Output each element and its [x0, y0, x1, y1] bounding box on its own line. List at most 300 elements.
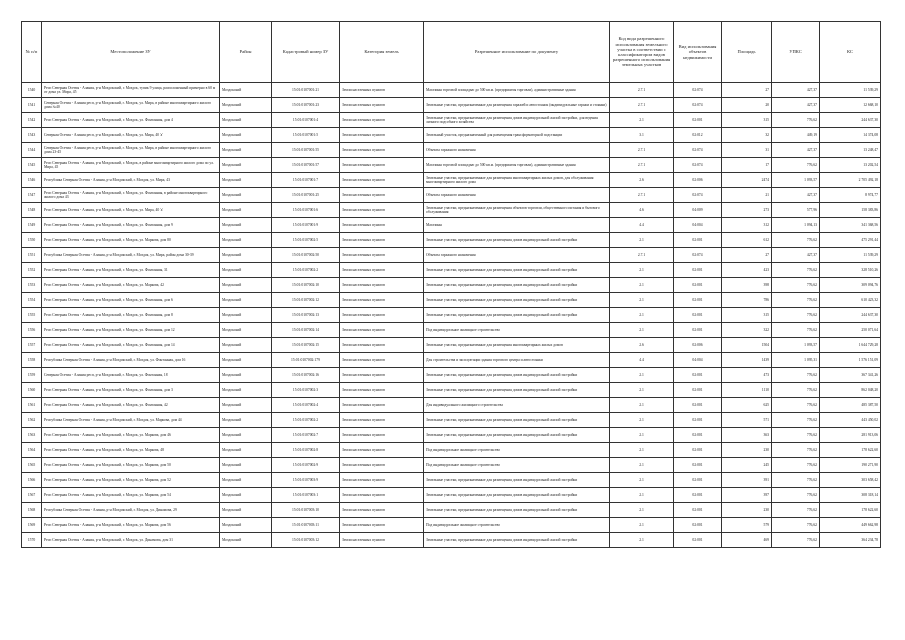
row-ks: 13 248,47: [820, 143, 881, 158]
row-use-kind: 02:001: [674, 323, 722, 338]
row-area: 315: [722, 308, 772, 323]
row-upks: 776,62: [772, 473, 820, 488]
row-use-kind: 02:001: [674, 428, 722, 443]
row-permitted-use: Магазины: [424, 218, 610, 233]
row-location: Северная Осетия - Алания респ, р-н Моздокский, г. Моздок, ул. Мира, в районе многоквартирного жилого дома №40: [42, 98, 220, 113]
row-area: 17: [722, 158, 772, 173]
row-use-kind: 02:001: [674, 458, 722, 473]
row-location: Северная Осетия - Алания респ, р-н Моздокский, г. Моздок, ул. Фонтанная, 18: [42, 368, 220, 383]
row-land-category: Земли населенных пунктов: [340, 293, 424, 308]
row-upks: 776,62: [772, 428, 820, 443]
table-row: [22, 533, 881, 548]
row-location: Респ Северная Осетия - Алания, р-н Моздокский, г. Моздок, в районе многоквартирного жилого дома по ул. Мира, 45: [42, 158, 220, 173]
row-location: Респ Северная Осетия - Алания, р-н Моздокский, г. Моздок, ул. Фонтанная, в районе многоквартирного жилого дома 43: [42, 188, 220, 203]
row-area: 398: [722, 278, 772, 293]
row-number: 1567: [22, 488, 42, 503]
row-land-category: Земли населенных пунктов: [340, 518, 424, 533]
row-location: Респ Северная Осетия - Алания, р-н Моздокский, г. Моздок, ул. Маркова, 48: [42, 443, 220, 458]
row-ks: 190 271,90: [820, 458, 881, 473]
row-cadastral-number: 15:01:0107002:12: [272, 293, 340, 308]
row-use-kind: 02:001: [674, 278, 722, 293]
row-district: Моздокский: [220, 473, 272, 488]
row-cadastral-number: 15:01:0107003:12: [272, 533, 340, 548]
row-cadastral-number: 15:01:0107002:13: [272, 308, 340, 323]
table-body: [22, 83, 881, 548]
row-number: 1570: [22, 533, 42, 548]
row-number: 1569: [22, 518, 42, 533]
table-row: [22, 308, 881, 323]
row-district: Моздокский: [220, 323, 272, 338]
row-use-kind: 02:012: [674, 128, 722, 143]
row-permitted-use: Земельные участки, предназначенные для размещения многоквартирных жилых домов, для обслуживания многоквартирного жилого дома: [424, 173, 610, 188]
row-use-kind: 04:004: [674, 218, 722, 233]
row-use-kind: 02:006: [674, 173, 722, 188]
row-ks: 1 644 729,28: [820, 338, 881, 353]
row-use-kind: 02:006: [674, 338, 722, 353]
row-area: 27: [722, 83, 772, 98]
row-district: Моздокский: [220, 188, 272, 203]
row-permitted-use: Для строительства и эксплуатации здания торгового центра и автостоянки: [424, 353, 610, 368]
table-row: [22, 158, 881, 173]
header-use-code: Код вида разрешенного использования земельного участка в соответствии с классификатором видов разрешенного использования земельных участков: [610, 22, 674, 83]
row-permitted-use: Земельные участки, предназначенные для размещения домов индивидуальной жилой застройки, для ведения личного подсобного хозяйства: [424, 113, 610, 128]
row-area: 273: [722, 203, 772, 218]
row-land-category: Земли населенных пунктов: [340, 428, 424, 443]
row-permitted-use: Земельные участки, предназначенные для размещения домов индивидуальной жилой застройки: [424, 473, 610, 488]
row-permitted-use: Объекты гаражного назначения: [424, 248, 610, 263]
row-use-code: 2.1: [610, 518, 674, 533]
row-ks: 475 291,44: [820, 233, 881, 248]
row-upks: 776,62: [772, 113, 820, 128]
row-land-category: Земли населенных пунктов: [340, 383, 424, 398]
row-land-category: Земли населенных пунктов: [340, 473, 424, 488]
row-permitted-use: Земельные участки, предназначенные для размещения домов индивидуальной жилой застройки: [424, 233, 610, 248]
row-district: Моздокский: [220, 503, 272, 518]
table-row: [22, 293, 881, 308]
table-row: [22, 368, 881, 383]
row-cadastral-number: 15:01:0107002:7: [272, 428, 340, 443]
row-area: 312: [722, 218, 772, 233]
row-permitted-use: Объекты гаражного назначения: [424, 188, 610, 203]
row-land-category: Земли населенных пунктов: [340, 503, 424, 518]
row-number: 1541: [22, 98, 42, 113]
row-upks: 776,62: [772, 503, 820, 518]
row-use-code: 2.7.1: [610, 143, 674, 158]
row-upks: 776,62: [772, 158, 820, 173]
row-use-code: 2.1: [610, 503, 674, 518]
row-location: Респ Северная Осетия - Алания, р-н Моздокский, г. Моздок, ул. Динамова, дом 31: [42, 533, 220, 548]
row-area: 397: [722, 488, 772, 503]
row-ks: 610 423,32: [820, 293, 881, 308]
row-permitted-use: Земельные участки, предназначенные для размещения домов индивидуальной жилой застройки: [424, 263, 610, 278]
row-permitted-use: Под индивидуальное жилищное строительство: [424, 458, 610, 473]
row-use-kind: 02:001: [674, 413, 722, 428]
row-location: Респ Северная Осетия - Алания, р-н Моздокский, г. Моздок, ул. Маркова, 42: [42, 278, 220, 293]
row-land-category: Земли населенных пунктов: [340, 368, 424, 383]
row-location: Республика Северная Осетия - Алания, р-н Моздокский, г. Моздок, ул. Мира, 43: [42, 173, 220, 188]
header-district: Район: [220, 22, 272, 83]
row-use-code: 2.1: [610, 443, 674, 458]
row-use-kind: 02:001: [674, 113, 722, 128]
row-upks: 776,62: [772, 233, 820, 248]
row-permitted-use: Магазины торговой площадью до 500 кв.м. (предприятия торговли), административные здания: [424, 83, 610, 98]
row-district: Моздокский: [220, 218, 272, 233]
row-cadastral-number: 15:01:0107001:57: [272, 158, 340, 173]
row-district: Моздокский: [220, 308, 272, 323]
table-row: [22, 503, 881, 518]
row-use-code: 2.7.1: [610, 188, 674, 203]
row-upks: 776,62: [772, 398, 820, 413]
row-upks: 1 095,31: [772, 353, 820, 368]
row-upks: 776,62: [772, 278, 820, 293]
row-location: Респ Северная Осетия - Алания, р-н Моздокский, г. Моздок, ул. Фонтанная, дом 4: [42, 113, 220, 128]
row-upks: 776,62: [772, 323, 820, 338]
table-row: [22, 458, 881, 473]
row-permitted-use: Земельные участки, предназначенные для размещения домов индивидуальной жилой застройки: [424, 428, 610, 443]
row-area: 473: [722, 368, 772, 383]
row-district: Моздокский: [220, 143, 272, 158]
row-number: 1559: [22, 368, 42, 383]
row-district: Моздокский: [220, 263, 272, 278]
row-cadastral-number: 15:01:0107002:4: [272, 398, 340, 413]
row-district: Моздокский: [220, 293, 272, 308]
row-cadastral-number: 15:01:0107003:9: [272, 473, 340, 488]
row-number: 1561: [22, 398, 42, 413]
row-permitted-use: Для индивидуального жилищного строительства: [424, 398, 610, 413]
row-number: 1544: [22, 143, 42, 158]
table-row: [22, 473, 881, 488]
row-number: 1546: [22, 173, 42, 188]
row-use-code: 2.6: [610, 173, 674, 188]
row-upks: 776,62: [772, 293, 820, 308]
row-permitted-use: Земельные участки, предназначенные для размещения гаражей и автостоянок (индивидуальные гаражи и стоянки): [424, 98, 610, 113]
row-district: Моздокский: [220, 203, 272, 218]
table-row: [22, 263, 881, 278]
row-upks: 449,19: [772, 128, 820, 143]
row-area: 21: [722, 188, 772, 203]
row-area: 32: [722, 128, 772, 143]
row-use-kind: 02:001: [674, 503, 722, 518]
table-row: [22, 233, 881, 248]
row-number: 1556: [22, 323, 42, 338]
row-upks: 577,96: [772, 203, 820, 218]
row-area: 27: [722, 248, 772, 263]
row-number: 1566: [22, 473, 42, 488]
row-land-category: Земли населенных пунктов: [340, 188, 424, 203]
row-district: Моздокский: [220, 353, 272, 368]
row-use-kind: 02:001: [674, 473, 722, 488]
table-row: [22, 128, 881, 143]
header-number: № п/п: [22, 22, 42, 83]
row-location: Респ Северная Осетия - Алания, р-н Моздокский, г. Моздок, ул. Маркова, дом 56: [42, 518, 220, 533]
row-number: 1554: [22, 293, 42, 308]
row-use-kind: 02:001: [674, 398, 722, 413]
row-use-kind: 02:001: [674, 488, 722, 503]
table-row: [22, 428, 881, 443]
row-number: 1549: [22, 218, 42, 233]
table-row: [22, 383, 881, 398]
row-upks: 776,62: [772, 533, 820, 548]
row-permitted-use: Магазины торговой площадью до 500 кв.м. (предприятия торговли), административные здания: [424, 158, 610, 173]
row-location: Респ Северная Осетия - Алания, р-н Моздокский, г. Моздок, ул. Фонтанная, дом 14: [42, 338, 220, 353]
table-row: [22, 353, 881, 368]
row-use-kind: 04:004: [674, 353, 722, 368]
row-ks: 250 071,64: [820, 323, 881, 338]
row-upks: 427,37: [772, 83, 820, 98]
row-ks: 367 341,26: [820, 368, 881, 383]
table-row: [22, 188, 881, 203]
row-land-category: Земли населенных пунктов: [340, 113, 424, 128]
row-area: 230: [722, 503, 772, 518]
row-district: Моздокский: [220, 98, 272, 113]
row-ks: 2 705 492,18: [820, 173, 881, 188]
row-area: 612: [722, 233, 772, 248]
row-land-category: Земли населенных пунктов: [340, 143, 424, 158]
row-number: 1540: [22, 83, 42, 98]
row-district: Моздокский: [220, 158, 272, 173]
row-location: Респ Северная Осетия - Алания, р-н Моздокский, г. Моздок, ул. Маркова, дом 54: [42, 488, 220, 503]
row-upks: 776,62: [772, 263, 820, 278]
row-use-kind: 02:074: [674, 98, 722, 113]
row-ks: 178 622,60: [820, 503, 881, 518]
row-cadastral-number: 15:01:0107001:6: [272, 203, 340, 218]
row-land-category: Земли населенных пунктов: [340, 398, 424, 413]
row-district: Моздокский: [220, 398, 272, 413]
row-use-code: 2.7.1: [610, 83, 674, 98]
row-number: 1558: [22, 353, 42, 368]
row-number: 1565: [22, 458, 42, 473]
row-number: 1563: [22, 428, 42, 443]
row-area: 571: [722, 413, 772, 428]
row-cadastral-number: 15:01:0107003:1: [272, 488, 340, 503]
row-use-kind: 02:001: [674, 518, 722, 533]
row-ks: 8 974,77: [820, 188, 881, 203]
row-land-category: Земли населенных пунктов: [340, 263, 424, 278]
table-row: [22, 218, 881, 233]
row-use-code: 2.7.1: [610, 98, 674, 113]
row-area: 31: [722, 143, 772, 158]
row-upks: 427,37: [772, 143, 820, 158]
table-row: [22, 278, 881, 293]
row-permitted-use: Земельные участки, предназначенные для размещения домов индивидуальной жилой застройки: [424, 308, 610, 323]
row-use-code: 4.6: [610, 203, 674, 218]
row-permitted-use: Земельные участки, предназначенные для размещения многоквартирных жилых домов: [424, 338, 610, 353]
row-ks: 449 662,98: [820, 518, 881, 533]
row-use-code: 2.1: [610, 413, 674, 428]
row-ks: 14 374,08: [820, 128, 881, 143]
row-number: 1557: [22, 338, 42, 353]
row-use-code: 4.4: [610, 218, 674, 233]
row-upks: 1 094,13: [772, 218, 820, 233]
row-upks: 776,62: [772, 308, 820, 323]
table-row: [22, 413, 881, 428]
row-land-category: Земли населенных пунктов: [340, 533, 424, 548]
row-district: Моздокский: [220, 113, 272, 128]
row-use-code: 2.6: [610, 338, 674, 353]
row-permitted-use: Земельные участки, предназначенные для размещения домов индивидуальной жилой застройки: [424, 293, 610, 308]
row-location: Республика Северная Осетия - Алания, р-н Моздокский, г. Моздок, ул. Маркова, дом 44: [42, 413, 220, 428]
row-ks: 178 622,60: [820, 443, 881, 458]
row-area: 363: [722, 428, 772, 443]
row-cadastral-number: 15:01:0107001:5: [272, 128, 340, 143]
row-cadastral-number: 15:01:0107002:15: [272, 338, 340, 353]
row-use-kind: 02:074: [674, 188, 722, 203]
row-cadastral-number: 15:01:0107002:2: [272, 413, 340, 428]
row-use-kind: 02:001: [674, 293, 722, 308]
row-cadastral-number: 15:01:0107001:55: [272, 143, 340, 158]
row-location: Респ Северная Осетия - Алания, р-н Моздокский, г. Моздок, ул. Маркова, дом 46: [42, 428, 220, 443]
row-area: 391: [722, 473, 772, 488]
table-row: [22, 143, 881, 158]
row-use-code: 2.1: [610, 113, 674, 128]
row-land-category: Земли населенных пунктов: [340, 353, 424, 368]
table-row: [22, 203, 881, 218]
row-land-category: Земли населенных пунктов: [340, 233, 424, 248]
table-row: [22, 113, 881, 128]
row-land-category: Земли населенных пунктов: [340, 248, 424, 263]
row-cadastral-number: 15:01:0107002:179: [272, 353, 340, 368]
row-location: Респ Северная Осетия - Алания, р-н Моздокский, г. Моздок, ул. Фонтанная, дом 9: [42, 218, 220, 233]
header-cadastral-number: Кадастровый номер ЗУ: [272, 22, 340, 83]
row-location: Респ Северная Осетия - Алания, р-н Моздокский, г. Моздок, ул. Фонтанная, дом 6: [42, 293, 220, 308]
row-area: 1504: [722, 338, 772, 353]
row-ks: 485 387,50: [820, 398, 881, 413]
row-permitted-use: Под индивидуальное жилищное строительство: [424, 518, 610, 533]
land-plots-table: [21, 21, 881, 548]
row-use-code: 2.1: [610, 488, 674, 503]
row-number: 1545: [22, 158, 42, 173]
row-number: 1553: [22, 278, 42, 293]
row-area: 245: [722, 458, 772, 473]
row-location: Респ Северная Осетия - Алания, р-н Моздокский, г. Моздок, ул. Мира, 40 'а': [42, 203, 220, 218]
row-number: 1551: [22, 248, 42, 263]
row-ks: 11 539,29: [820, 83, 881, 98]
row-number: 1543: [22, 128, 42, 143]
row-use-code: 2.1: [610, 263, 674, 278]
row-cadastral-number: 15:01:0107002:2: [272, 263, 340, 278]
row-district: Моздокский: [220, 128, 272, 143]
row-use-code: 2.1: [610, 308, 674, 323]
row-land-category: Земли населенных пунктов: [340, 128, 424, 143]
row-use-code: 4.4: [610, 353, 674, 368]
table-row: [22, 443, 881, 458]
row-location: Респ Северная Осетия - Алания, р-н Моздокский, г. Моздок, ул. Маркова, дом 52: [42, 473, 220, 488]
row-ks: 244 637,30: [820, 113, 881, 128]
row-number: 1564: [22, 443, 42, 458]
row-upks: 1 093,57: [772, 338, 820, 353]
row-ks: 13 202,54: [820, 158, 881, 173]
row-use-kind: 02:001: [674, 533, 722, 548]
row-area: 1439: [722, 353, 772, 368]
row-district: Моздокский: [220, 248, 272, 263]
row-land-category: Земли населенных пунктов: [340, 173, 424, 188]
table-row: [22, 488, 881, 503]
row-upks: 776,62: [772, 383, 820, 398]
row-number: 1560: [22, 383, 42, 398]
row-use-kind: 02:074: [674, 248, 722, 263]
header-upks: УПКС: [772, 22, 820, 83]
row-upks: 427,37: [772, 248, 820, 263]
row-area: 423: [722, 263, 772, 278]
row-district: Моздокский: [220, 488, 272, 503]
row-use-kind: 02:001: [674, 443, 722, 458]
row-location: Респ Северная Осетия - Алания, р-н Моздокский, г. Моздок, тупик 9 улица, расположенный примерно в 60 м от дома ул. Мира, 45: [42, 83, 220, 98]
row-cadastral-number: 15:01:0107002:8: [272, 443, 340, 458]
row-district: Моздокский: [220, 368, 272, 383]
row-area: 579: [722, 518, 772, 533]
row-location: Респ Северная Осетия - Алания, р-н Моздокский, г. Моздок, ул. Фонтанная, 42: [42, 398, 220, 413]
row-land-category: Земли населенных пунктов: [340, 83, 424, 98]
row-area: 322: [722, 323, 772, 338]
row-land-category: Земли населенных пунктов: [340, 338, 424, 353]
row-cadastral-number: 15:01:0107002:3: [272, 383, 340, 398]
table-row: [22, 398, 881, 413]
row-use-code: 2.1: [610, 293, 674, 308]
header-permitted-use: Разрешенное использование по документу: [424, 22, 610, 83]
row-district: Моздокский: [220, 233, 272, 248]
header-ks: КС: [820, 22, 881, 83]
row-location: Респ Северная Осетия - Алания, р-н Моздокский, г. Моздок, ул. Маркова, дом 50: [42, 458, 220, 473]
row-land-category: Земли населенных пунктов: [340, 458, 424, 473]
row-use-code: 2.1: [610, 398, 674, 413]
row-land-category: Земли населенных пунктов: [340, 323, 424, 338]
row-location: Респ Северная Осетия - Алания, р-н Моздокский, г. Моздок, ул. Фонтанная, дом 3: [42, 383, 220, 398]
row-cadastral-number: 15:01:0107002:9: [272, 458, 340, 473]
table-row: [22, 83, 881, 98]
row-ks: 244 637,30: [820, 308, 881, 323]
row-cadastral-number: 15:01:0107001:7: [272, 173, 340, 188]
row-cadastral-number: 15:01:0107003:10: [272, 503, 340, 518]
row-upks: 776,62: [772, 443, 820, 458]
row-cadastral-number: 15:01:0107001:23: [272, 98, 340, 113]
table-row: [22, 518, 881, 533]
row-upks: 427,37: [772, 188, 820, 203]
row-land-category: Земли населенных пунктов: [340, 278, 424, 293]
row-use-code: 2.1: [610, 473, 674, 488]
row-use-code: 2.1: [610, 368, 674, 383]
row-use-kind: 02:001: [674, 263, 722, 278]
row-use-code: 2.1: [610, 533, 674, 548]
row-use-kind: 02:001: [674, 233, 722, 248]
row-upks: 427,37: [772, 98, 820, 113]
row-land-category: Земли населенных пунктов: [340, 443, 424, 458]
row-area: 625: [722, 398, 772, 413]
row-permitted-use: Под индивидуальное жилищное строительство: [424, 443, 610, 458]
row-upks: 776,62: [772, 458, 820, 473]
row-land-category: Земли населенных пунктов: [340, 413, 424, 428]
row-upks: 776,62: [772, 413, 820, 428]
row-upks: 776,62: [772, 488, 820, 503]
row-area: 469: [722, 533, 772, 548]
row-upks: 776,62: [772, 368, 820, 383]
row-district: Моздокский: [220, 443, 272, 458]
row-district: Моздокский: [220, 518, 272, 533]
header-location: Местоположение ЗУ: [42, 22, 220, 83]
row-district: Моздокский: [220, 428, 272, 443]
row-district: Моздокский: [220, 413, 272, 428]
row-ks: 281 913,06: [820, 428, 881, 443]
row-number: 1555: [22, 308, 42, 323]
row-number: 1542: [22, 113, 42, 128]
row-use-code: 2.7.1: [610, 158, 674, 173]
row-permitted-use: Земельные участки, предназначенные для размещения домов индивидуальной жилой застройки: [424, 413, 610, 428]
row-number: 1562: [22, 413, 42, 428]
row-ks: 303 658,42: [820, 473, 881, 488]
header-land-category: Категория земель: [340, 22, 424, 83]
row-ks: 443 450,02: [820, 413, 881, 428]
header-use-kind: Вид использования объектов недвижимости: [674, 22, 722, 83]
row-location: Респ Северная Осетия - Алания, р-н Моздокский, г. Моздок, ул. Фонтанная, дом 12: [42, 323, 220, 338]
